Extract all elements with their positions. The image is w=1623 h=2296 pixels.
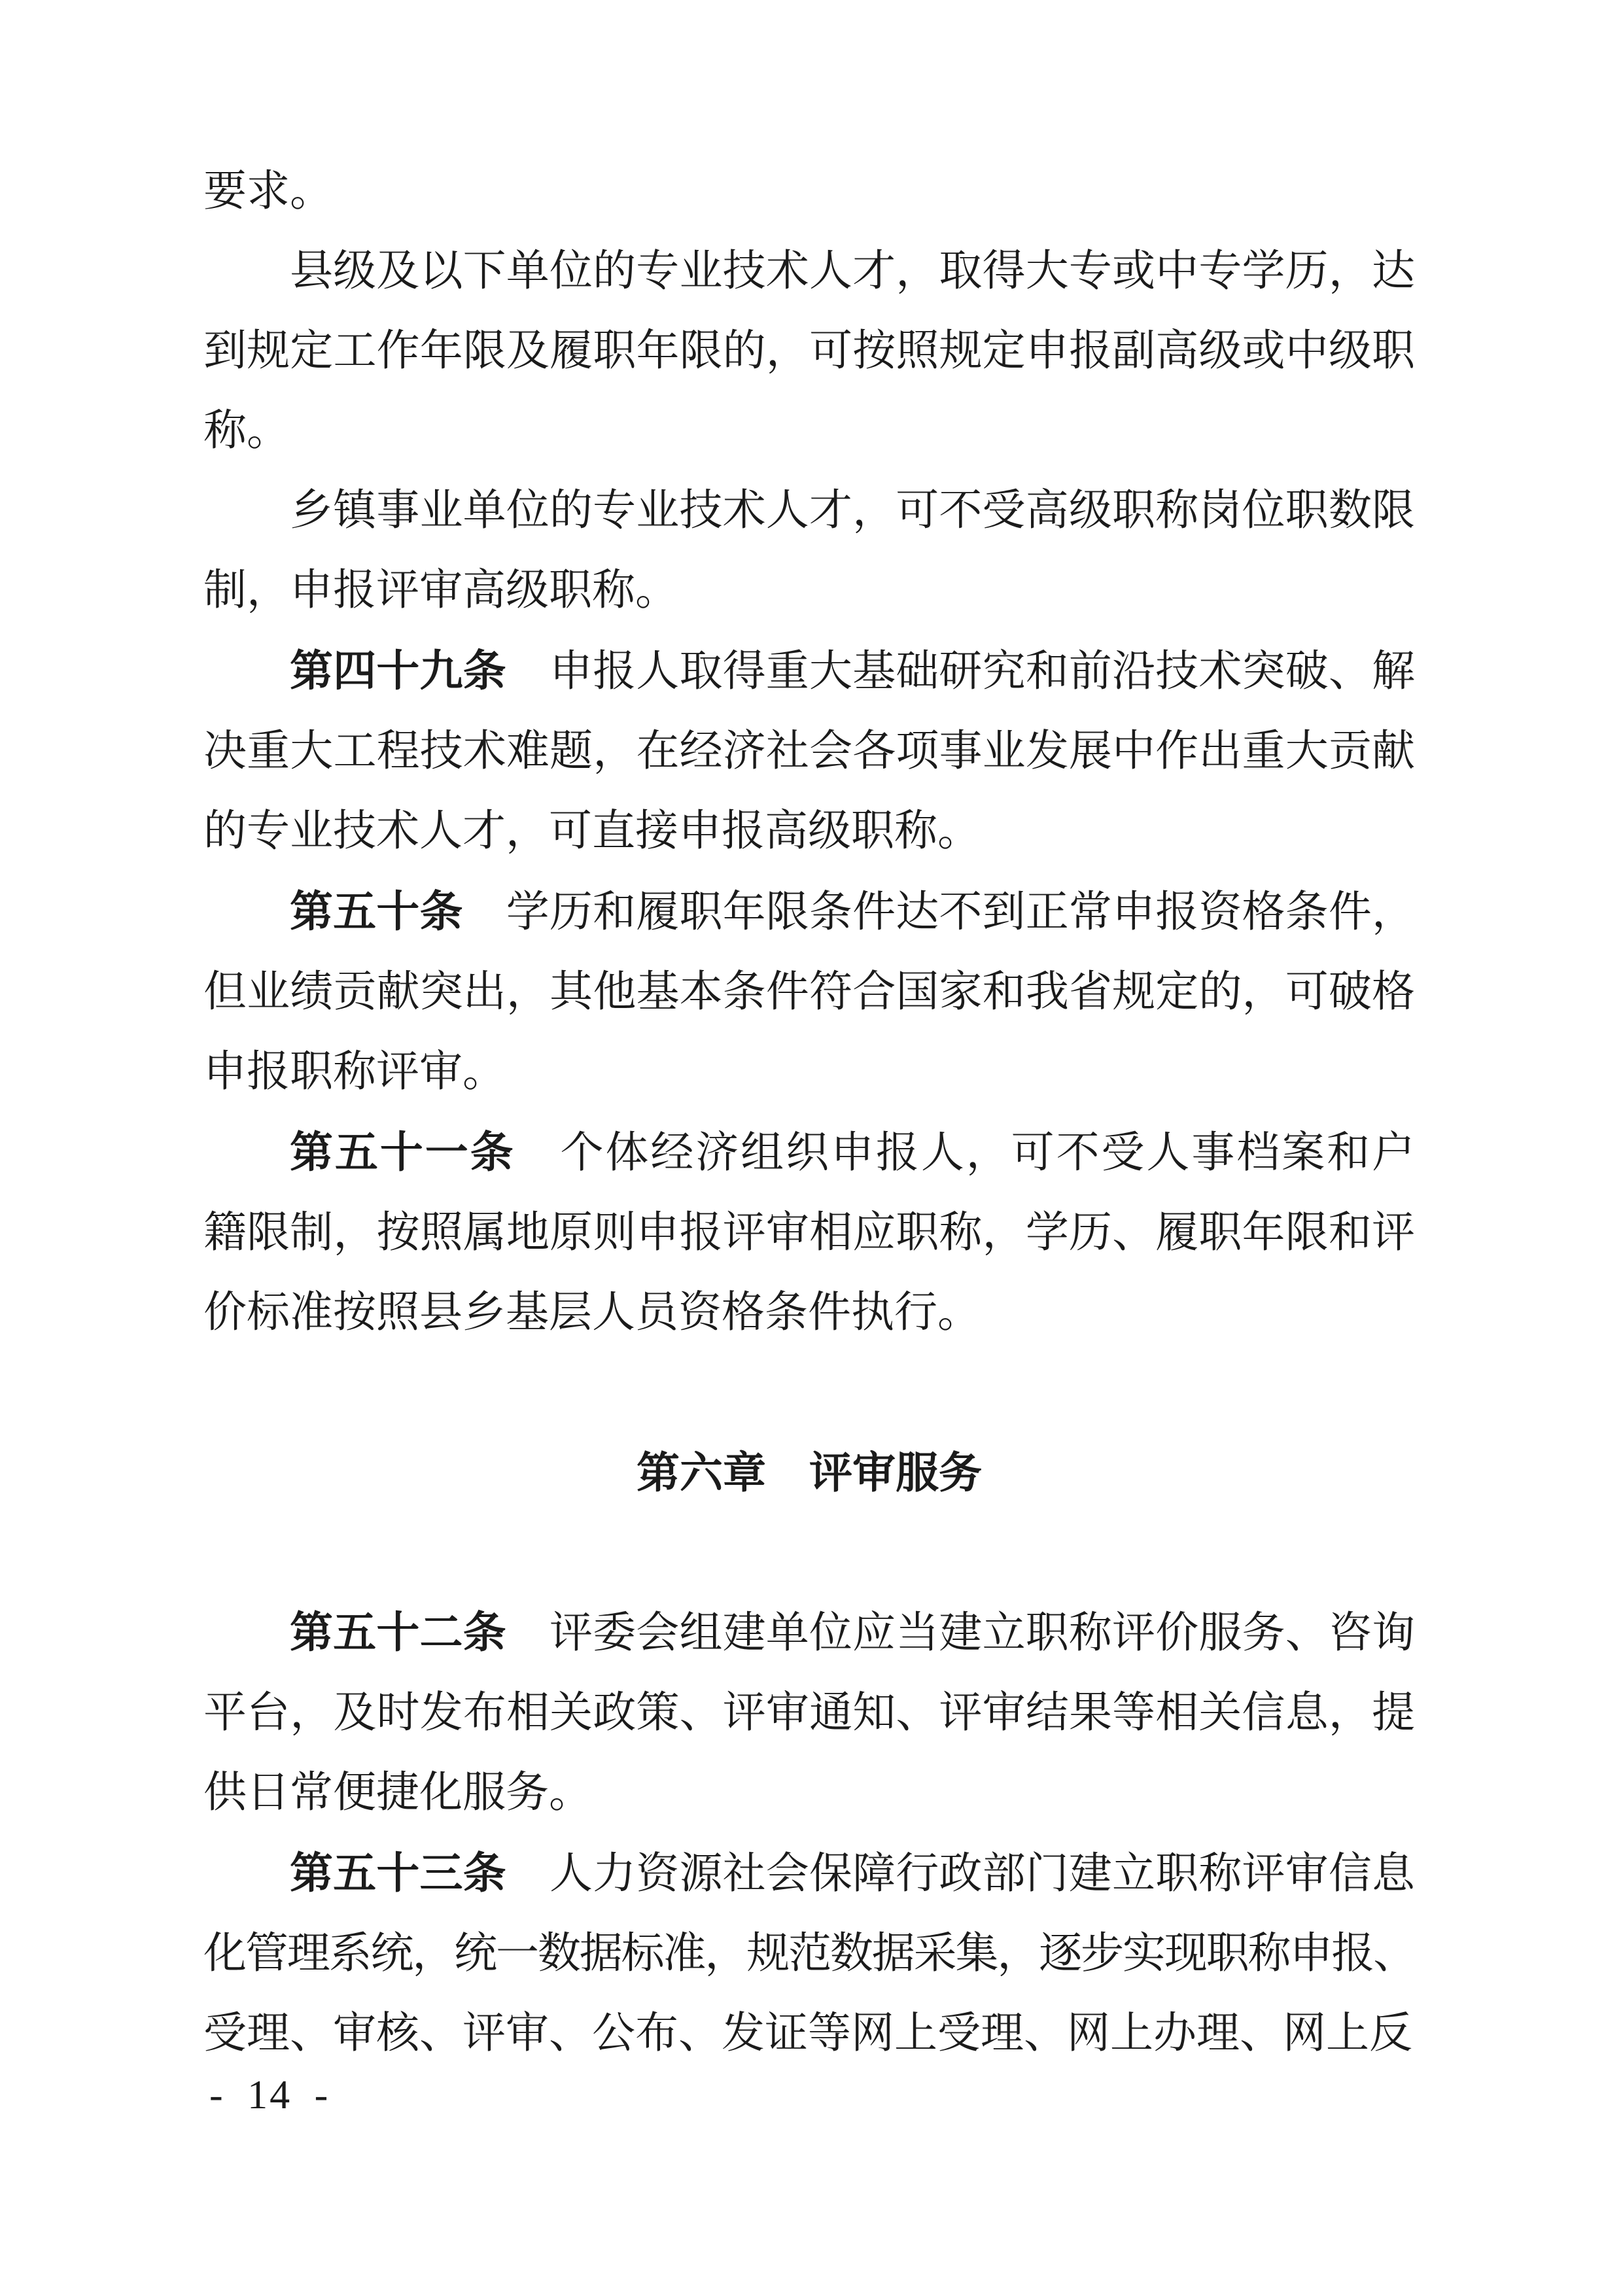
- text-run: 要求。: [203, 167, 333, 215]
- text-line: [203, 1753, 1415, 1833]
- text-line: [203, 791, 1415, 871]
- text-line: [203, 551, 1415, 631]
- paragraph: [203, 232, 1415, 471]
- text-run: 称。: [203, 407, 290, 455]
- text-line: [203, 1112, 1415, 1193]
- text-run: 评委会组建单位应当建立职称评价服务、咨询: [506, 1609, 1416, 1657]
- article-number: 第四十九条: [290, 646, 506, 695]
- text-line: [203, 1833, 1415, 1914]
- article-number: 第五十二条: [290, 1608, 506, 1656]
- text-line: [203, 391, 1415, 471]
- text-run: 申报职称评审。: [203, 1048, 506, 1096]
- chapter-heading: 第六章 评审服务: [637, 1448, 982, 1497]
- text-line: [203, 152, 1415, 232]
- paragraph: [203, 1592, 1415, 1833]
- text-run: 人力资源社会保障行政部门建立职称评审信息: [506, 1850, 1416, 1898]
- text-run: 县级及以下单位的专业技术人才，取得大专或中专学历，达: [290, 247, 1415, 295]
- document-body: [203, 152, 1415, 2074]
- text-line: [203, 1914, 1415, 1994]
- paragraph: [203, 1833, 1415, 2074]
- paragraph: [203, 152, 1415, 232]
- text-run: 供日常便捷化服务。: [203, 1769, 592, 1817]
- article-number: 第五十三条: [290, 1849, 506, 1897]
- paragraph: [203, 1112, 1415, 1353]
- text-line: [203, 712, 1415, 791]
- text-run: 个体经济组织申报人，可不受人事档案和户: [515, 1129, 1416, 1177]
- text-line: [203, 311, 1415, 391]
- text-run: 平台，及时发布相关政策、评审通知、评审结果等相关信息，提: [203, 1689, 1415, 1737]
- text-run: 申报人取得重大基础研究和前沿技术突破、解: [506, 648, 1416, 695]
- text-run: 学历和履职年限条件达不到正常申报资格条件，: [462, 888, 1416, 936]
- text-line: [203, 471, 1415, 551]
- text-run: 制，申报评审高级职称。: [203, 566, 678, 614]
- text-run: 籍限制，按照属地原则申报评审相应职称，学历、履职年限和评: [203, 1209, 1415, 1257]
- text-run: 化管理系统，统一数据标准，规范数据采集，逐步实现职称申报、: [203, 1930, 1415, 1977]
- text-run: 但业绩贡献突出，其他基本条件符合国家和我省规定的，可破格: [203, 968, 1415, 1016]
- text-line: [203, 232, 1415, 311]
- paragraph: [203, 871, 1415, 1112]
- text-run: 受理、审核、评审、公布、发证等网上受理、网上办理、网上反: [203, 2009, 1412, 2057]
- text-run: 价标准按照县乡基层人员资格条件执行。: [203, 1289, 981, 1336]
- paragraph: [203, 471, 1415, 631]
- text-line: [203, 1032, 1415, 1112]
- text-line: [203, 1592, 1415, 1673]
- text-run: 到规定工作年限及履职年限的，可按照规定申报副高级或中级职: [203, 327, 1415, 375]
- text-run: 的专业技术人才，可直接申报高级职称。: [203, 807, 981, 855]
- text-line: [203, 631, 1415, 712]
- text-line: [203, 952, 1415, 1032]
- text-line: [203, 1994, 1415, 2074]
- article-number: 第五十条: [290, 887, 463, 935]
- text-run: 决重大工程技术难题，在经济社会各项事业发展中作出重大贡献: [203, 727, 1415, 775]
- text-line: [203, 1193, 1415, 1273]
- text-line: [203, 1273, 1415, 1353]
- article-number: 第五十一条: [290, 1128, 515, 1176]
- text-line: [203, 871, 1415, 952]
- text-run: 乡镇事业单位的专业技术人才，可不受高级职称岗位职数限: [290, 487, 1415, 534]
- text-line: [203, 1673, 1415, 1753]
- page-number: - 14 -: [209, 2073, 330, 2117]
- paragraph: [203, 631, 1415, 871]
